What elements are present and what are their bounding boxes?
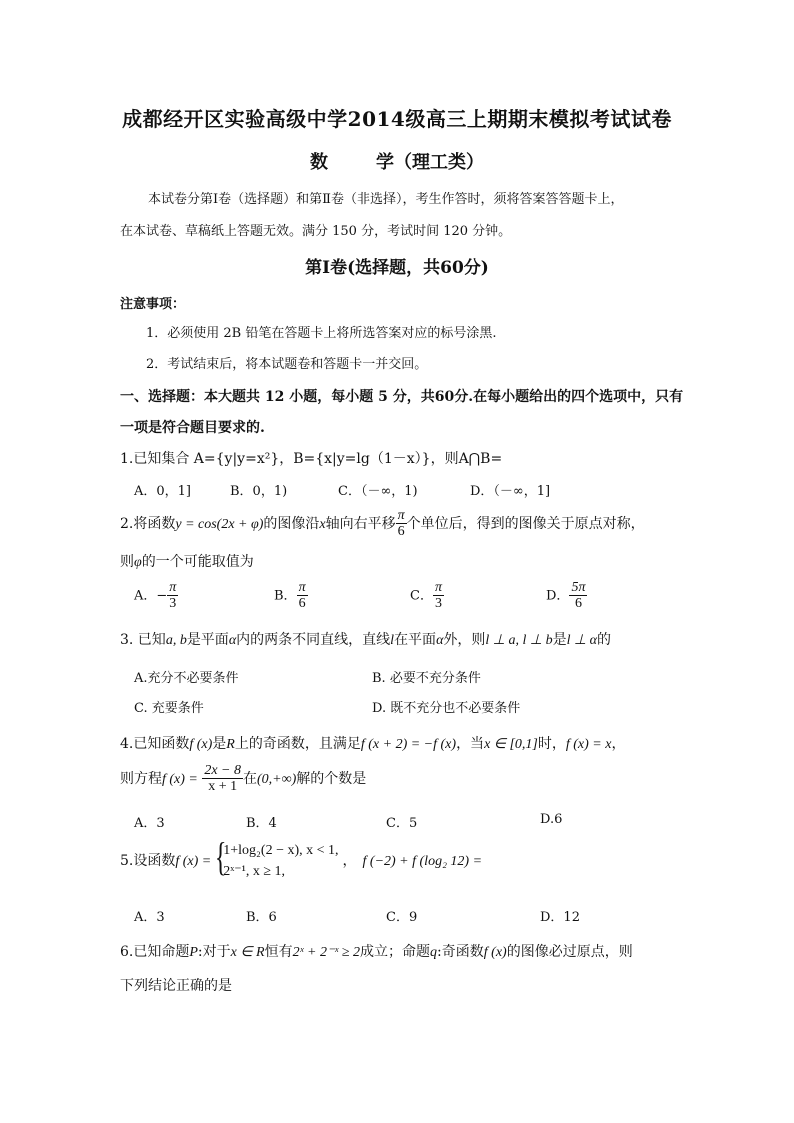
q2-option-b: B． $\frac{\pi}{6}$ (274, 580, 306, 612)
intro-line-2: 在本试卷、草稿纸上答题无效。满分 150 分，考试时间 120 分钟。 (120, 224, 512, 239)
q1-option-d: D．（－∞，1] (470, 484, 551, 499)
q5-option-d: D．12 (540, 910, 580, 925)
subject-title: 数 学（理工类） (310, 152, 484, 173)
q6-stem: 6.已知命题P:对于x ∈ R恒有2ˣ + 2⁻ˣ ≥ 2成立；命题q:奇函数f (x)的图像必过原点，则 (120, 944, 633, 960)
q5-option-a: A．3 (134, 910, 165, 925)
q5-piecewise-function: { 1+log₂(2 − x), x < 1, 2ˣ⁻¹, x ≥ 1, (215, 834, 339, 879)
part-heading-line-2: 一项是符合题目要求的. (120, 420, 265, 436)
q5-option-b: B．6 (246, 910, 277, 925)
exam-title: 成都经开区实验高级中学2014级高三上期期末模拟考试试卷 (122, 107, 672, 131)
q4-option-d: D.6 (540, 812, 563, 827)
q4-stem: 4.已知函数f (x)是R上的奇函数，且满足f (x + 2) = −f (x)，当x ∈ [0,1]时，f (x) = x， (120, 736, 626, 752)
q4-option-b: B．4 (246, 816, 277, 831)
q5-stem: 5.设函数f (x) = { 1+log₂(2 − x), x < 1, 2ˣ⁻¹, x ≥ 1, ， f (−2) + f (log₂ 12) = (120, 840, 482, 882)
note-2: 2．考试结束后，将本试题卷和答题卡一并交回。 (146, 357, 428, 372)
q6-stem-line-2: 下列结论正确的是 (120, 978, 232, 994)
note-1: 1．必须使用 2B 铅笔在答题卡上将所选答案对应的标号涂黑. (146, 326, 497, 341)
q2-option-c: C． $\frac{\pi}{3}$ (410, 580, 442, 612)
q3-option-c: C. 充要条件 (134, 701, 204, 716)
q2-stem: 2.将函数y = cos(2x + φ)的图像沿x轴向右平移 $\frac{\pi}{6}$ 个单位后，得到的图像关于原点对称， (120, 508, 645, 540)
q4-option-a: A．3 (134, 816, 165, 831)
q2-shift-fraction: $\frac{\pi}{6}$ (397, 508, 405, 540)
q2-stem-line-2: 则φ的一个可能取值为 (120, 554, 254, 570)
section-title: 第Ⅰ卷(选择题，共60分) (305, 258, 489, 278)
q3-option-a: A.充分不必要条件 (134, 671, 239, 686)
q1-stem: 1.已知集合 A={y|y=x²}，B={x|y=lg（1－x）}，则A⋂B= (120, 451, 503, 467)
q5-option-c: C．9 (386, 910, 418, 925)
q1-option-a: A．0，1] (134, 484, 192, 499)
q4-fraction: $\frac{2x - 8}{x + 1}$ (204, 763, 241, 795)
q4-stem-line-2: 则方程f (x) = $\frac{2x - 8}{x + 1}$ 在(0,+∞)解的个数是 (120, 763, 367, 795)
q1-option-c: C．（－∞，1) (338, 484, 418, 499)
notes-heading: 注意事项： (120, 297, 186, 312)
q2-option-a: A．− $\frac{\pi}{3}$ (134, 580, 177, 612)
q3-option-b: B. 必要不充分条件 (372, 671, 481, 686)
part-heading-line-1: 一、选择题：本大题共 12 小题，每小题 5 分，共60分.在每小题给出的四个选项中，只有 (120, 389, 684, 405)
q2-option-d: D． $\frac{5\pi}{6}$ (546, 580, 586, 612)
intro-line-1: 本试卷分第Ⅰ卷（选择题）和第Ⅱ卷（非选择），考生作答时，须将答案答答题卡上， (148, 192, 624, 207)
q3-option-d: D. 既不充分也不必要条件 (372, 701, 521, 716)
q1-option-b: B．0，1) (230, 484, 288, 499)
q3-stem: 3. 已知a, b是平面α内的两条不同直线，直线l在平面α外，则l ⊥ a, l ⊥ b是l ⊥ α的 (120, 632, 612, 648)
q4-option-c: C．5 (386, 816, 418, 831)
